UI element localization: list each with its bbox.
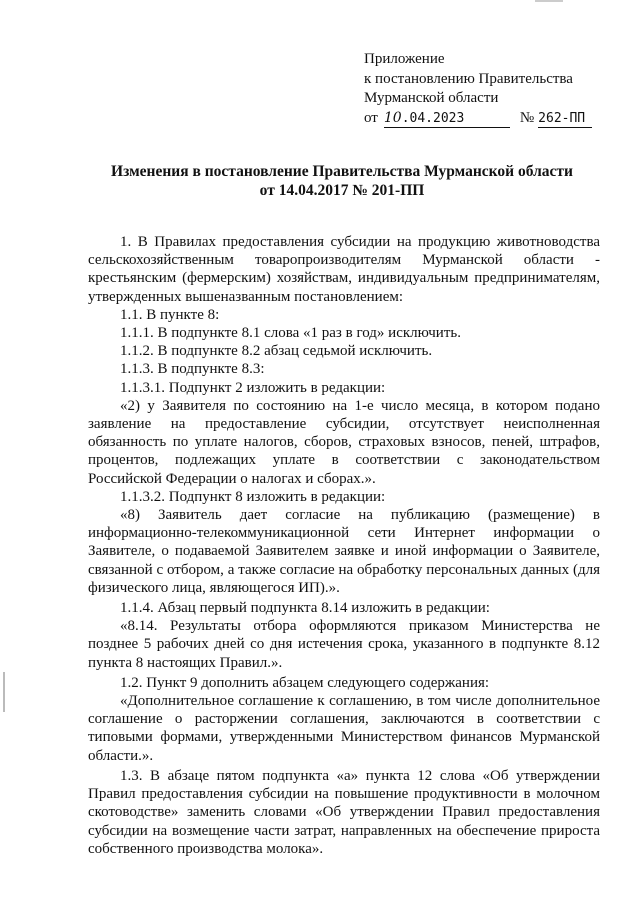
- appendix-line-1: Приложение: [364, 51, 445, 67]
- scan-mark: [535, 0, 563, 2]
- date-handwritten: 10: [383, 109, 402, 126]
- paragraph-1-1-4: 1.1.4. Абзац первый подпункта 8.14 изложить в редакции:: [120, 600, 490, 617]
- paragraph-1: 1. В Правилах предоставления субсидии на продукцию животноводства сельскохозяйственным товаропроизводителям Мурманской области - крестьянским (фермерским) хозяйствам, индивидуальным предпринимателям, утвержденных вышеназванным постановлением:: [88, 234, 600, 305]
- paragraph-1-2: 1.2. Пункт 9 дополнить абзацем следующего содержания:: [120, 674, 490, 691]
- title-line-2: от 14.04.2017 № 201-ПП: [259, 182, 425, 199]
- appendix-line-2: к постановлению Правительства: [364, 70, 573, 87]
- paragraph-quote-8: «8) Заявитель дает согласие на публикацию (размещение) в информационно-телекоммуникационной сети Интернет информации о Заявителе, о подаваемой Заявителем заявке и иной информации о Заявителе, связанной с отбором, а также согласие на обработку персональных данных (для физического лица, являющегося ИП).».: [88, 507, 600, 596]
- paragraph-1-3: 1.3. В абзаце пятом подпункта «а» пункта 12 слова «Об утверждении Правил предоставления субсидии на повышение продуктивности в молочном скотоводстве» заменить словами «Об утверждении Правил предоставления субсидии на возмещение части затрат, направленных на обеспечение прироста собственного производства молока».: [88, 767, 600, 857]
- paragraph-quote-8-14: «8.14. Результаты отбора оформляются приказом Министерства не позднее 5 рабочих дней со дня истечения срока, указанного в подпункте 8.12 пункта 8 настоящих Правил.».: [88, 618, 600, 671]
- number-label: №: [519, 109, 535, 126]
- appendix-line-3: Мурманской области: [364, 90, 499, 106]
- scan-margin-mark: [3, 672, 5, 712]
- title-line-1: Изменения в постановление Правительства Мурманской области: [111, 163, 573, 180]
- paragraph-1-1: 1.1. В пункте 8:: [120, 306, 220, 323]
- appendix-date-line: [364, 109, 614, 129]
- date-printed: .04.2023: [401, 110, 465, 126]
- paragraph-1-1-1: 1.1.1. В подпункте 8.1 слова «1 раз в год» исключить.: [120, 325, 461, 342]
- document-title: [80, 162, 604, 200]
- paragraph-quote-supplementary: «Дополнительное соглашение к соглашению, в том числе дополнительное соглашение о расторжении соглашения, заключаются в соответствии с типовыми формами, утвержденными Министерством финансов Мурманской области.».: [88, 693, 600, 764]
- paragraph-1-1-3-1: 1.1.3.1. Подпункт 2 изложить в редакции:: [120, 379, 386, 396]
- document-body: [88, 233, 600, 858]
- paragraph-1-1-2: 1.1.2. В подпункте 8.2 абзац седьмой исключить.: [120, 343, 433, 360]
- from-label: от: [364, 109, 378, 126]
- appendix-block: [364, 50, 614, 128]
- paragraph-quote-2: «2) у Заявителя по состоянию на 1-е число месяца, в котором подано заявление на предоставление субсидии, отсутствует неисполненная обязанность по уплате налогов, сборов, страховых взносов, пеней, штрафов, процентов, подлежащих уплате в соответствии с законодательством Российской Федерации о налогах и сборах.».: [88, 397, 600, 487]
- number-field: 262-ПП: [538, 111, 592, 128]
- paragraph-1-1-3-2: 1.1.3.2. Подпункт 8 изложить в редакции:: [120, 488, 386, 505]
- date-field: [384, 110, 510, 128]
- paragraph-1-1-3: 1.1.3. В подпункте 8.3:: [120, 361, 265, 378]
